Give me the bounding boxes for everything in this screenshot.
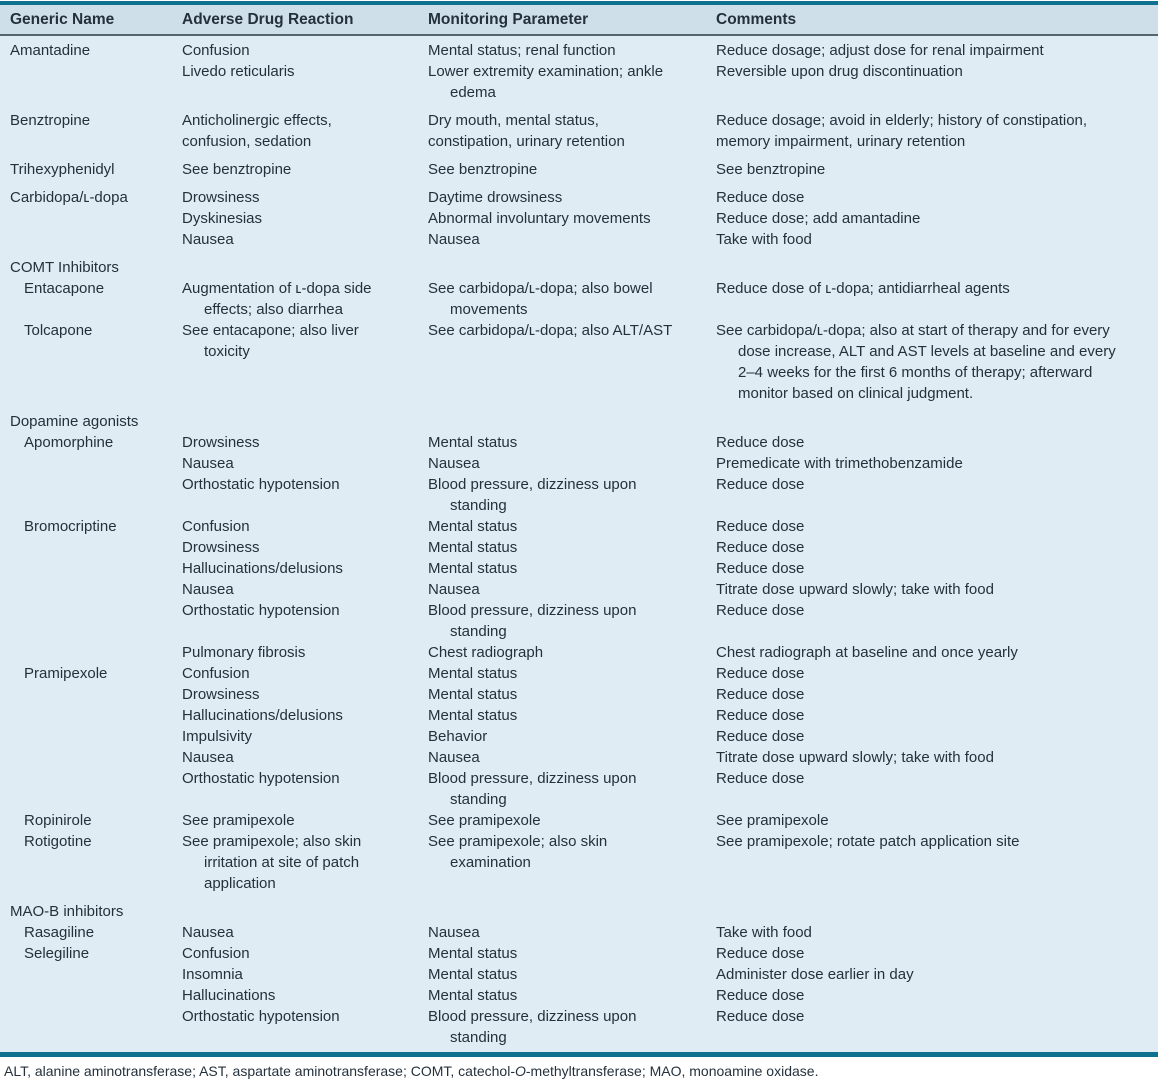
text-line: Reduce dose [716,189,805,206]
text-line: Chest radiograph [428,644,544,661]
text-line: edema [450,84,496,101]
text-line: constipation, urinary retention [428,133,625,150]
text-line: Reduce dose [716,770,805,787]
footnote-italic-o: O [515,1063,526,1079]
text-line: Reduce dosage; avoid in elderly; history of constipation, [716,112,1088,129]
text-line: irritation at site of patch [204,854,360,871]
generic-name-cell: Ropinirole [24,812,92,829]
text-line: See pramipexole [428,812,541,829]
text-line: Blood pressure, dizziness upon [428,1008,637,1025]
text-line: Mental status [428,665,518,682]
text-line: movements [450,301,528,318]
text-line: Nausea [182,924,234,941]
text-line: See benztropine [428,161,538,178]
table-row [0,831,1158,894]
text-line: Reduce dose [716,560,805,577]
adverse-drug-reaction-cell [182,663,428,789]
generic-name-cell: Apomorphine [24,434,114,451]
text-line: Reduce dose [716,665,805,682]
text-line: Lower extremity examination; ankle [428,63,664,80]
text-line: application [204,875,276,892]
text-line: memory impairment, urinary retention [716,133,966,150]
text-line: standing [450,497,507,514]
text-line: examination [450,854,531,871]
text-line: Confusion [182,945,250,962]
text-line: Reduce dose [716,518,805,535]
generic-name-cell: Rasagiline [24,924,95,941]
adverse-drug-reaction-cell [182,159,428,180]
comments-cell [716,432,1158,495]
text-line: Reduce dose [716,1008,805,1025]
text-line: See carbidopa/ʟ-dopa; also bowel [428,280,653,297]
footnote-text-part1: ALT, alanine aminotransferase; AST, aspartate aminotransferase; COMT, catechol- [4,1063,515,1079]
text-line: Confusion [182,42,250,59]
adverse-drug-reaction-cell [182,810,428,831]
column-header-generic-name: Generic Name [10,11,115,28]
comments-cell [716,516,1158,621]
comments-cell [716,110,1158,152]
monitoring-parameter-cell [428,320,716,341]
text-line: Drowsiness [182,434,260,451]
text-line: Nausea [182,581,234,598]
group-header-row [0,411,1158,432]
column-header-comments: Comments [716,11,797,28]
text-line: Premedicate with trimethobenzamide [716,455,963,472]
group-header-row [0,901,1158,922]
monitoring-parameter-cell [428,278,716,320]
footnote-text-part2: -methyltransferase; MAO, monoamine oxidase. [525,1063,819,1079]
text-line: Impulsivity [182,728,253,745]
comments-cell [716,40,1158,82]
text-line: Nausea [182,231,234,248]
text-line: Blood pressure, dizziness upon [428,770,637,787]
text-line: Nausea [182,749,234,766]
text-line: Reduce dose [716,987,805,1004]
drug-class-label: Dopamine agonists [10,413,139,430]
text-line: Pulmonary fibrosis [182,644,306,661]
text-line: Blood pressure, dizziness upon [428,476,637,493]
text-line: Reduce dose [716,707,805,724]
comments-cell [716,922,1158,943]
generic-name-cell: Entacapone [24,280,105,297]
text-line: Nausea [428,231,480,248]
text-line: See benztropine [716,161,826,178]
drug-class-label: COMT Inhibitors [10,259,119,276]
table-row [0,432,1158,516]
text-line: Mental status [428,560,518,577]
table-row [0,642,1158,663]
text-line: Reduce dose [716,434,805,451]
text-line: See pramipexole [182,812,295,829]
adverse-drug-reaction-cell [182,187,428,250]
adverse-drug-reaction-cell [182,922,428,943]
text-line: Reduce dose [716,686,805,703]
generic-name-cell: Benztropine [10,112,91,129]
text-line: Orthostatic hypotension [182,476,340,493]
text-line: Drowsiness [182,189,260,206]
generic-name-cell: Bromocriptine [24,518,117,535]
table-row [0,320,1158,404]
adverse-drug-reaction-cell [182,516,428,621]
text-line: Mental status [428,707,518,724]
text-line: Mental status [428,434,518,451]
table-row [0,810,1158,831]
table-row [0,187,1158,250]
text-line: See carbidopa/ʟ-dopa; also ALT/AST [428,322,673,339]
adverse-drug-reaction-cell [182,40,428,82]
text-line: Augmentation of ʟ-dopa side [182,280,372,297]
adverse-drug-reaction-cell [182,642,428,663]
text-line: 2–4 weeks for the first 6 months of therapy; afterward [738,364,1093,381]
text-line: Anticholinergic effects, [182,112,332,129]
drug-class-label: MAO-B inhibitors [10,903,124,920]
text-line: Reversible upon drug discontinuation [716,63,963,80]
comments-cell [716,943,1158,1027]
generic-name-cell: Selegiline [24,945,90,962]
text-line: Reduce dose [716,945,805,962]
text-line: Orthostatic hypotension [182,770,340,787]
comments-cell [716,159,1158,180]
table-row [0,943,1158,1048]
text-line: Reduce dose [716,539,805,556]
table-header-row [0,5,1158,36]
text-line: Livedo reticularis [182,63,295,80]
text-line: monitor based on clinical judgment. [738,385,974,402]
text-line: Reduce dosage; adjust dose for renal impairment [716,42,1044,59]
text-line: See pramipexole; also skin [182,833,362,850]
text-line: Mental status [428,945,518,962]
text-line: See pramipexole [716,812,829,829]
text-line: Titrate dose upward slowly; take with food [716,581,994,598]
text-line: Nausea [428,581,480,598]
adverse-drug-reaction-cell [182,110,428,152]
generic-name-cell: Pramipexole [24,665,108,682]
comments-cell [716,278,1158,299]
text-line: See carbidopa/ʟ-dopa; also at start of therapy and for every [716,322,1110,339]
monitoring-parameter-cell [428,159,716,180]
text-line: confusion, sedation [182,133,312,150]
text-line: Nausea [182,455,234,472]
adverse-drug-reaction-cell [182,432,428,495]
monitoring-parameter-cell [428,831,716,873]
monitoring-parameter-cell [428,432,716,516]
table-row [0,159,1158,180]
text-line: Orthostatic hypotension [182,602,340,619]
generic-name-cell: Tolcapone [24,322,93,339]
text-line: Hallucinations/delusions [182,707,343,724]
adverse-drug-reaction-cell [182,943,428,1027]
text-line: See entacapone; also liver [182,322,359,339]
table-row [0,516,1158,642]
group-header-row [0,257,1158,278]
text-line: toxicity [204,343,250,360]
text-line: Reduce dose of ʟ-dopa; antidiarrheal agents [716,280,1010,297]
text-line: Mental status; renal function [428,42,616,59]
text-line: See pramipexole; rotate patch application site [716,833,1020,850]
text-line: Behavior [428,728,488,745]
text-line: Daytime drowsiness [428,189,563,206]
text-line: Hallucinations [182,987,276,1004]
text-line: Dry mouth, mental status, [428,112,599,129]
table-row [0,110,1158,152]
table-row [0,922,1158,943]
monitoring-parameter-cell [428,663,716,810]
text-line: effects; also diarrhea [204,301,343,318]
text-line: Orthostatic hypotension [182,1008,340,1025]
comments-cell [716,663,1158,789]
text-line: Reduce dose [716,602,805,619]
text-line: Nausea [428,924,480,941]
text-line: Reduce dose; add amantadine [716,210,921,227]
footnote [0,1057,1158,1080]
text-line: Drowsiness [182,686,260,703]
text-line: Mental status [428,966,518,983]
text-line: Abnormal involuntary movements [428,210,651,227]
text-line: Mental status [428,518,518,535]
text-line: Confusion [182,518,250,535]
text-line: Mental status [428,987,518,1004]
text-line: dose increase, ALT and AST levels at baseline and every [738,343,1116,360]
comments-cell [716,642,1158,663]
comments-cell [716,187,1158,250]
comments-cell [716,810,1158,831]
comments-cell [716,320,1158,404]
generic-name-cell: Trihexyphenidyl [10,161,115,178]
text-line: Nausea [428,455,480,472]
comments-cell [716,831,1158,852]
text-line: Mental status [428,686,518,703]
generic-name-cell: Carbidopa/ʟ-dopa [10,189,128,206]
monitoring-parameter-cell [428,516,716,642]
text-line: Hallucinations/delusions [182,560,343,577]
monitoring-parameter-cell [428,943,716,1048]
adverse-drug-reaction-cell [182,278,428,320]
table-row [0,40,1158,103]
text-line: Take with food [716,231,812,248]
text-line: Insomnia [182,966,243,983]
monitoring-parameter-cell [428,40,716,103]
text-line: Mental status [428,539,518,556]
table-row [0,663,1158,810]
text-line: standing [450,791,507,808]
text-line: standing [450,1029,507,1046]
column-header-adverse-drug-reaction: Adverse Drug Reaction [182,11,354,28]
monitoring-parameter-cell [428,922,716,943]
text-line: Administer dose earlier in day [716,966,914,983]
adverse-drug-reaction-cell [182,831,428,894]
monitoring-parameter-cell [428,642,716,663]
text-line: Blood pressure, dizziness upon [428,602,637,619]
text-line: Dyskinesias [182,210,263,227]
text-line: Reduce dose [716,728,805,745]
text-line: Titrate dose upward slowly; take with food [716,749,994,766]
text-line: Drowsiness [182,539,260,556]
text-line: See benztropine [182,161,292,178]
text-line: Chest radiograph at baseline and once yearly [716,644,1018,661]
table-body [0,36,1158,1052]
monitoring-parameter-cell [428,110,716,152]
monitoring-parameter-cell [428,187,716,250]
generic-name-cell: Rotigotine [24,833,92,850]
column-header-monitoring-parameter: Monitoring Parameter [428,11,589,28]
generic-name-cell: Amantadine [10,42,91,59]
monitoring-parameter-cell [428,810,716,831]
adverse-drug-reaction-cell [182,320,428,362]
text-line: Confusion [182,665,250,682]
table-row [0,278,1158,320]
text-line: Take with food [716,924,812,941]
text-line: See pramipexole; also skin [428,833,608,850]
text-line: Nausea [428,749,480,766]
text-line: Reduce dose [716,476,805,493]
text-line: standing [450,623,507,640]
